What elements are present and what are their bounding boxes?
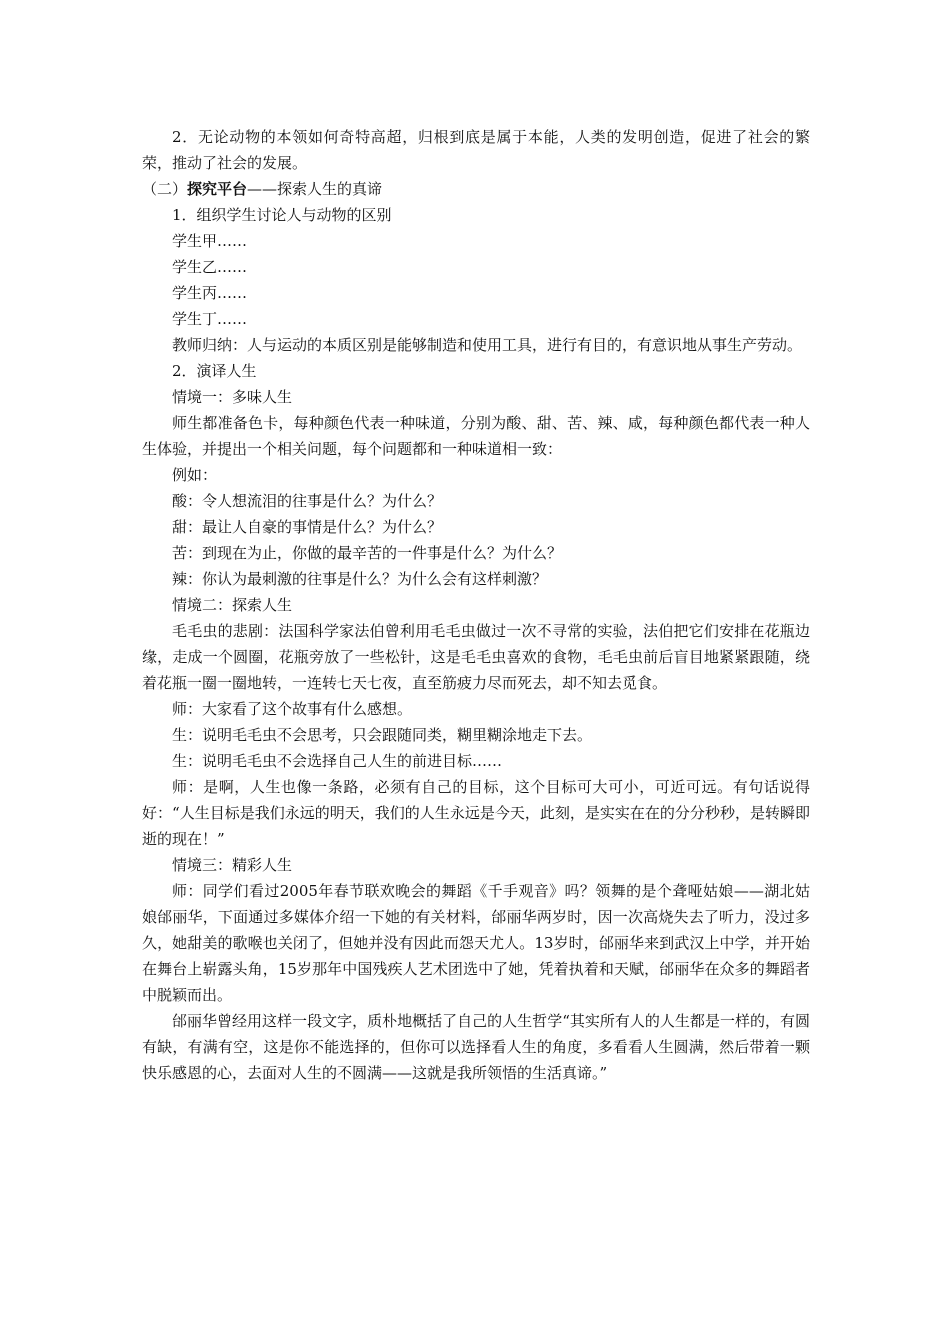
paragraph: 教师归纳：人与运动的本质区别是能够制造和使用工具，进行有目的，有意识地从事生产劳动。 — [172, 336, 803, 354]
paragraph: 苦：到现在为止，你做的最辛苦的一件事是什么？为什么？ — [172, 544, 563, 562]
paragraph: 邰丽华曾经用这样一段文字，质朴地概括了自己的人生哲学“其实所有人的人生都是一样的，有圆有缺，有满有空，这是你不能选择的，但你可以选择看人生的角度，多看看人生圆满，然后带着一颗快乐感恩的心，去面对人生的不圆满——这就是我所领悟的生活真谛。” — [142, 1012, 810, 1082]
paragraph: 2．演译人生 — [172, 362, 257, 380]
paragraph: 情境一：多味人生 — [172, 388, 293, 406]
paragraph: 例如： — [172, 466, 218, 484]
paragraph: 毛毛虫的悲剧：法国科学家法伯曾利用毛毛虫做过一次不寻常的实验，法伯把它们安排在花瓶边缘，走成一个圆圈，花瓶旁放了一些松针，这是毛毛虫喜欢的食物，毛毛虫前后盲目地紧紧跟随，绕着花瓶一圈一圈地转，一连转七天七夜，直至筋疲力尽而死去，却不知去觅食。 — [142, 622, 810, 692]
paragraph: 师：同学们看过2005年春节联欢晚会的舞蹈《千手观音》吗？领舞的是个聋哑姑娘——湖北姑娘邰丽华，下面通过多媒体介绍一下她的有关材料，邰丽华两岁时，因一次高烧失去了听力，没过多久，她甜美的歌喉也关闭了，但她并没有因此而怨天尤人。13岁时，邰丽华来到武汉上中学，并开始在舞台上崭露头角，15岁那年中国残疾人艺术团选中了她，凭着执着和天赋，邰丽华在众多的舞蹈者中脱颖而出。 — [142, 882, 810, 1004]
paragraph: 学生丙…… — [172, 284, 248, 302]
section-heading-subtitle: ——探索人生的真谛 — [247, 180, 383, 198]
paragraph: 学生乙…… — [172, 258, 248, 276]
paragraph: 师：是啊，人生也像一条路，必须有自己的目标，这个目标可大可小，可近可远。有句话说得好：“人生目标是我们永远的明天，我们的人生永远是今天，此刻，是实实在在的分分秒秒，是转瞬即逝的现在！” — [142, 778, 810, 848]
paragraph: 生：说明毛毛虫不会选择自己人生的前进目标…… — [172, 752, 503, 770]
paragraph: 情境三：精彩人生 — [172, 856, 293, 874]
paragraph: 学生丁…… — [172, 310, 248, 328]
paragraph: 1．组织学生讨论人与动物的区别 — [172, 206, 392, 224]
paragraph: 师：大家看了这个故事有什么感想。 — [172, 700, 413, 718]
paragraph: 情境二：探索人生 — [172, 596, 293, 614]
paragraph: 酸：令人想流泪的往事是什么？为什么？ — [172, 492, 443, 510]
paragraph: 2．无论动物的本领如何奇特高超，归根到底是属于本能，人类的发明创造，促进了社会的繁荣，推动了社会的发展。 — [142, 128, 810, 172]
document-body — [142, 124, 810, 1086]
paragraph: 师生都准备色卡，每种颜色代表一种味道，分别为酸、甜、苦、辣、咸，每种颜色都代表一种人生体验，并提出一个相关问题，每个问题都和一种味道相一致： — [142, 414, 810, 458]
section-heading-title: 探究平台 — [187, 180, 248, 198]
paragraph: 生：说明毛毛虫不会思考，只会跟随同类，糊里糊涂地走下去。 — [172, 726, 593, 744]
paragraph: 甜：最让人自豪的事情是什么？为什么？ — [172, 518, 443, 536]
paragraph: 辣：你认为最刺激的往事是什么？为什么会有这样刺激？ — [172, 570, 548, 588]
paragraph: 学生甲…… — [172, 232, 248, 250]
section-heading-prefix: （二） — [142, 180, 188, 198]
section-heading — [142, 176, 810, 202]
